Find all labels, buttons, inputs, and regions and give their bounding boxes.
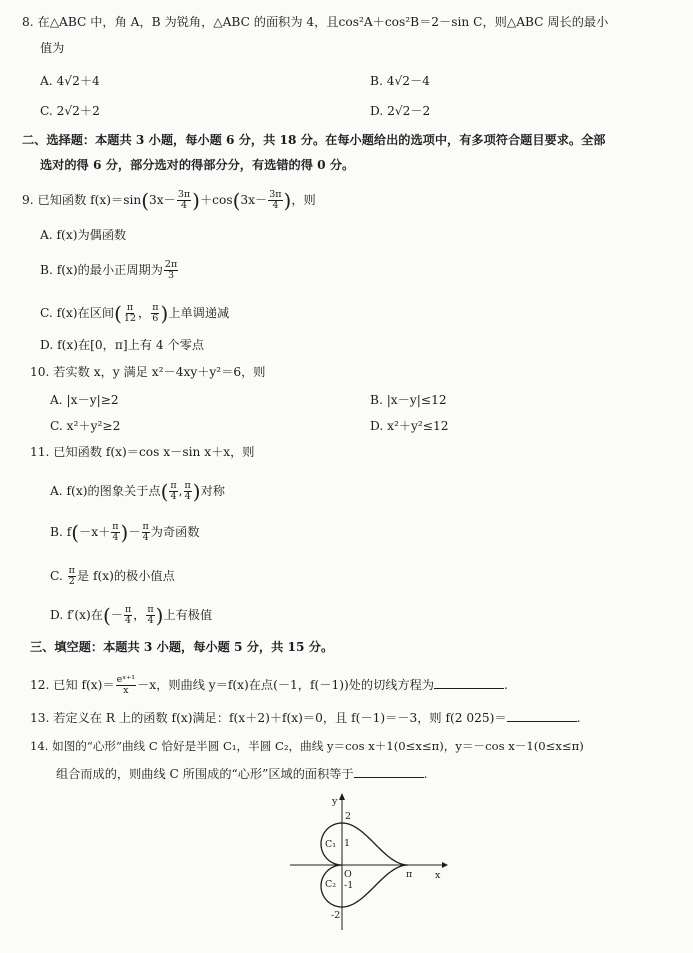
q8-option-d: D. 2√2－2	[370, 104, 431, 118]
tick-minus-2: -2	[331, 910, 341, 921]
q10-stem: 10. 若实数 x，y 满足 x²－4xy＋y²＝6，则	[30, 365, 266, 379]
q13-stem: 13. 若定义在 R 上的函数 f(x)满足：f(x＋2)＋f(x)＝0，且 f(－1)＝－3，则 f(2 025)＝ .	[30, 711, 581, 725]
q8-option-b: B. 4√2－4	[370, 74, 430, 88]
q11-option-c: C. $\frac{\pi}{2}$ 是 f(x)的极小值点	[50, 565, 175, 587]
section2-heading-line2: 选对的得 6 分，部分选对的得部分分，有选错的得 0 分。	[40, 158, 355, 172]
q11-option-d: D. f′(x)在(－ $\frac{\pi}{4}$ ， $\frac{\pi}{4}$ )上有极值	[50, 603, 213, 628]
tick-1: 1	[344, 838, 351, 849]
q8-stem-line2: 值为	[40, 41, 65, 55]
q11-a-frac-2: $\frac{\pi}{4}$	[184, 480, 191, 502]
q10-option-b: B. |x－y|≤12	[370, 393, 447, 407]
x-label: x	[435, 870, 441, 881]
q12-frac: $\frac{\text{eˣ⁺¹}}{x}$	[116, 674, 136, 696]
q10-option-c: C. x²＋y²≥2	[50, 419, 121, 433]
origin-label: O	[344, 869, 352, 880]
q11-stem: 11. 已知函数 f(x)＝cos x－sin x＋x，则	[30, 445, 255, 459]
x-axis-arrow	[442, 862, 448, 868]
q11-option-a: A. f(x)的图象关于点( $\frac{\pi}{4}$ , $\frac{\pi}{4}$ )对称	[50, 479, 225, 504]
q9-frac-2: $\frac{3\pi}{4}$	[269, 189, 282, 211]
heart-curve-figure	[280, 790, 450, 932]
c1-label: C₁	[325, 839, 337, 850]
q14-stem-line2: 组合而成的，则曲线 C 所围成的“心形”区域的面积等于 .	[56, 767, 428, 781]
tick-pi: π	[406, 869, 413, 880]
q9-stem-prefix: 9. 已知函数 f(x)＝sin	[22, 193, 142, 207]
q9-option-d: D. f(x)在[0，π]上有 4 个零点	[40, 338, 205, 352]
q8-option-a: A. 4√2＋4	[40, 74, 100, 88]
q9-option-a: A. f(x)为偶函数	[40, 228, 127, 242]
tick-minus-1: -1	[344, 880, 354, 891]
q9-option-c: C. f(x)在区间( $\frac{\pi}{12}$ ， $\frac{\pi}{6}$ )上单调递减	[40, 301, 230, 326]
q9-c-frac-1: $\frac{\pi}{12}$	[123, 302, 137, 324]
section2-heading-line1: 二、选择题：本题共 3 小题，每小题 6 分，共 18 分。在每小题给出的选项中，有多项符合题目要求。全部	[22, 133, 606, 147]
q14-stem-line1: 14. 如图的“心形”曲线 C 恰好是半圆 C₁，半圆 C₂，曲线 y＝cos x＋1(0≤x≤π)，y＝－cos x－1(0≤x≤π)	[30, 739, 584, 753]
q11-a-frac-1: $\frac{\pi}{4}$	[170, 480, 177, 502]
q9-option-b: B. f(x)的最小正周期为 $\frac{2\pi}{3}$	[40, 259, 178, 281]
q9-stem: 9. 已知函数 f(x)＝sin(3x－ $\frac{3\pi}{4}$ )＋cos(3x－ $\frac{3\pi}{4}$ )，则	[22, 188, 316, 213]
q11-d-frac-2: $\frac{\pi}{4}$	[147, 604, 154, 626]
q11-option-b: B. f(－x＋ $\frac{\pi}{4}$ )－ $\frac{\pi}{4}$ 为奇函数	[50, 520, 200, 545]
q13-answer-blank[interactable]	[507, 710, 577, 722]
q9-stem-suffix: ，则	[291, 193, 316, 207]
q8-stem-line1: 8. 在△ABC 中，角 A，B 为锐角，△ABC 的面积为 4，且cos²A＋cos²B＝2－sin C，则△ABC 周长的最小	[22, 15, 609, 29]
q9-b-frac: $\frac{2\pi}{3}$	[164, 259, 178, 281]
section3-heading: 三、填空题：本题共 3 小题，每小题 5 分，共 15 分。	[30, 640, 334, 654]
q10-option-d: D. x²＋y²≤12	[370, 419, 449, 433]
q10-option-a: A. |x－y|≥2	[50, 393, 119, 407]
y-label: y	[332, 796, 338, 807]
q11-c-frac: $\frac{\pi}{2}$	[68, 565, 75, 587]
q11-b-frac-2: $\frac{\pi}{4}$	[142, 521, 149, 543]
q9-stem-mid: ＋cos	[199, 193, 233, 207]
tick-2: 2	[345, 811, 352, 822]
y-axis-arrow	[339, 793, 345, 800]
q9-c-frac-2: $\frac{\pi}{6}$	[152, 302, 159, 324]
q11-d-frac-1: $\frac{\pi}{4}$	[124, 604, 132, 626]
c2-label: C₂	[325, 879, 337, 890]
q9-arg1: 3x－	[149, 193, 176, 207]
q14-answer-blank[interactable]	[354, 766, 424, 778]
q12-stem: 12. 已知 f(x)＝ $\frac{\text{eˣ⁺¹}}{x}$ －x，则曲线 y＝f(x)在点(－1，f(－1))处的切线方程为 .	[30, 674, 508, 696]
q9-arg2: 3x－	[240, 193, 268, 207]
q12-answer-blank[interactable]	[434, 677, 504, 689]
q11-b-frac-1: $\frac{\pi}{4}$	[112, 521, 119, 543]
q9-frac-1: $\frac{3\pi}{4}$	[177, 189, 191, 211]
q8-option-c: C. 2√2＋2	[40, 104, 100, 118]
